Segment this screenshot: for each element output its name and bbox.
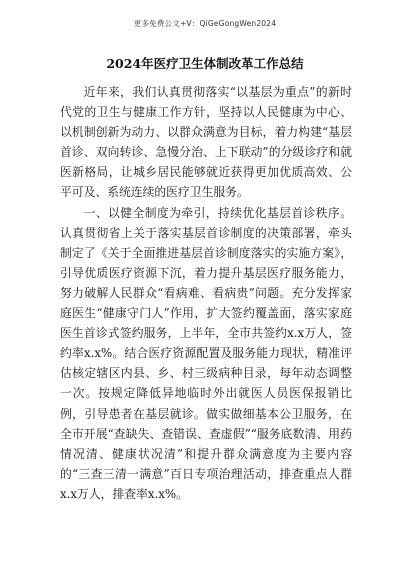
document-title: 2024年医疗卫生体制改革工作总结 — [106, 56, 304, 71]
header-note: 更多免费公文+V：QiGeGongWen2024 — [133, 19, 277, 28]
document-body — [60, 82, 352, 504]
paragraph-section-one: 一、以健全制度为牵引，持续优化基层首诊秩序。认真贯彻省上关于落实基层首诊制度的决策部署，牵头制定了《关于全面推进基层首诊制度落实的实施方案》，引导优质医疗资源下沉，着力提升基层医疗服务能力，努力破解人民群众“看病难、看病贵”问题。充分发挥家庭医生“健康守门人”作用，扩大签约覆盖面，落实家庭医生首诊式签约服务，上半年，全市共签约x.x万人，签约率x.x%。结合医疗资源配置及服务能力现状，精准评估核定辖区内县、乡、村三级病种目录，每年动态调整一次。按规定降低异地临时外出就医人员医保报销比例，引导患者在基层就诊。做实做细基本公卫服务，在全市开展“查缺失、查错误、查虚假”“服务底数清、用药情况清、健康状况清”和提升群众满意度为主要内容的“三查三清一满意”百日专项治理活动，排查重点人群x.x万人，排查率x.x%。 — [60, 205, 352, 501]
paragraph-intro: 近年来，我们认真贯彻落实“以基层为重点”的新时代党的卫生与健康工作方针，坚持以人民健康为中心、以机制创新为动力、以群众满意为目标，着力构建“基层首诊、双向转诊、急慢分治、上下联动”的分级诊疗和就医新格局，让城乡居民能够就近获得更加优质高效、公平可及、系统连续的医疗卫生服务。 — [60, 85, 352, 200]
